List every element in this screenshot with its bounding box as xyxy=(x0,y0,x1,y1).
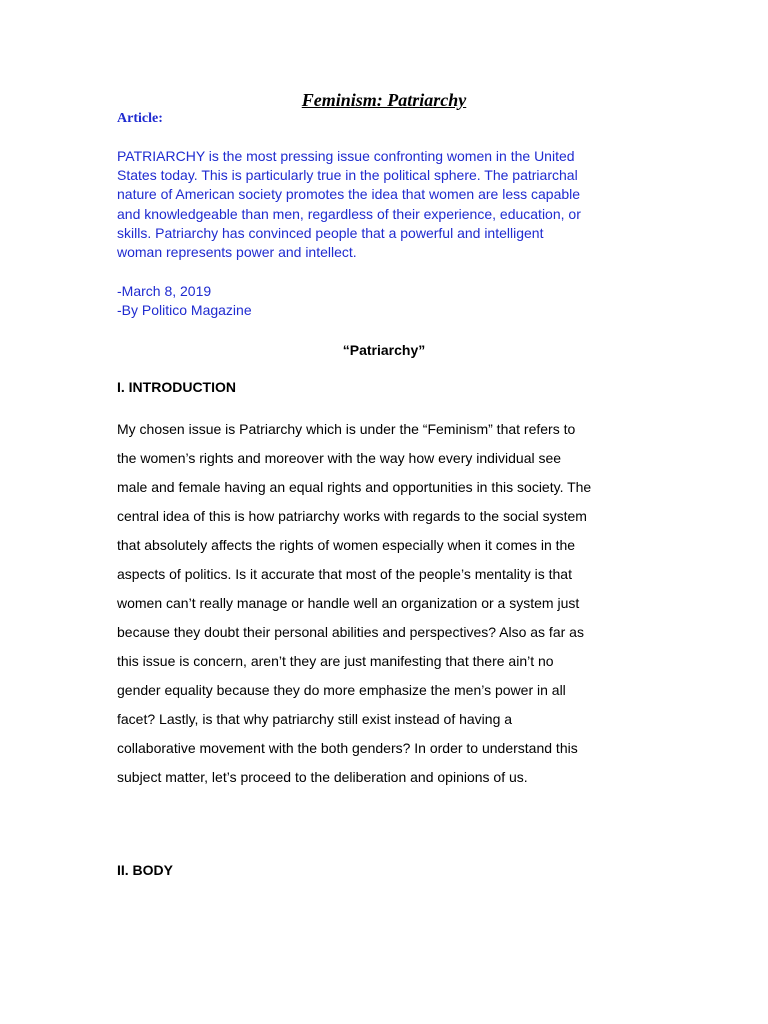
paragraph-line: My chosen issue is Patriarchy which is under the “Feminism” that refers to xyxy=(117,421,576,437)
paragraph-line: the women’s rights and moreover with the way how every individual see xyxy=(117,450,562,466)
article-date: -March 8, 2019 xyxy=(117,283,212,299)
article-byline: -By Politico Magazine xyxy=(117,302,252,318)
paragraph-line: male and female having an equal rights and opportunities in this society. The xyxy=(117,479,592,495)
paragraph-line: aspects of politics. Is it accurate that most of the people’s mentality is that xyxy=(117,566,572,582)
paragraph-line: this issue is concern, aren’t they are just manifesting that there ain’t no xyxy=(117,653,554,669)
document-title: Feminism: Patriarchy xyxy=(301,90,467,110)
article-line: woman represents power and intellect. xyxy=(117,244,357,261)
article-paragraph xyxy=(117,147,657,262)
paragraph-line: collaborative movement with the both genders? In order to understand this xyxy=(117,740,578,756)
paragraph-line: women can’t really manage or handle well an organization or a system just xyxy=(117,595,580,611)
article-line: and knowledgeable than men, regardless of their experience, education, or xyxy=(117,205,581,222)
section-heading-introduction: I. INTRODUCTION xyxy=(117,379,236,395)
section-heading-body: II. BODY xyxy=(117,862,174,878)
article-line: PATRIARCHY is the most pressing issue confronting women in the United xyxy=(117,148,575,164)
paragraph-line: gender equality because they do more emphasize the men’s power in all xyxy=(117,682,566,698)
article-line: skills. Patriarchy has convinced people that a powerful and intelligent xyxy=(117,224,544,241)
article-label: Article: xyxy=(117,111,163,126)
paragraph-line: facet? Lastly, is that why patriarchy still exist instead of having a xyxy=(117,711,513,727)
paragraph-line: because they doubt their personal abilities and perspectives? Also as far as xyxy=(117,624,584,640)
article-line: nature of American society promotes the idea that women are less capable xyxy=(117,186,581,203)
paragraph-line: that absolutely affects the rights of women especially when it comes in the xyxy=(117,537,576,553)
article-line: States today. This is particularly true in the political sphere. The patriarchal xyxy=(117,167,578,184)
essay-subtitle: “Patriarchy” xyxy=(342,342,426,358)
paragraph-line: central idea of this is how patriarchy works with regards to the social system xyxy=(117,508,587,524)
introduction-paragraph xyxy=(117,415,662,792)
paragraph-line: subject matter, let’s proceed to the deliberation and opinions of us. xyxy=(117,769,528,785)
